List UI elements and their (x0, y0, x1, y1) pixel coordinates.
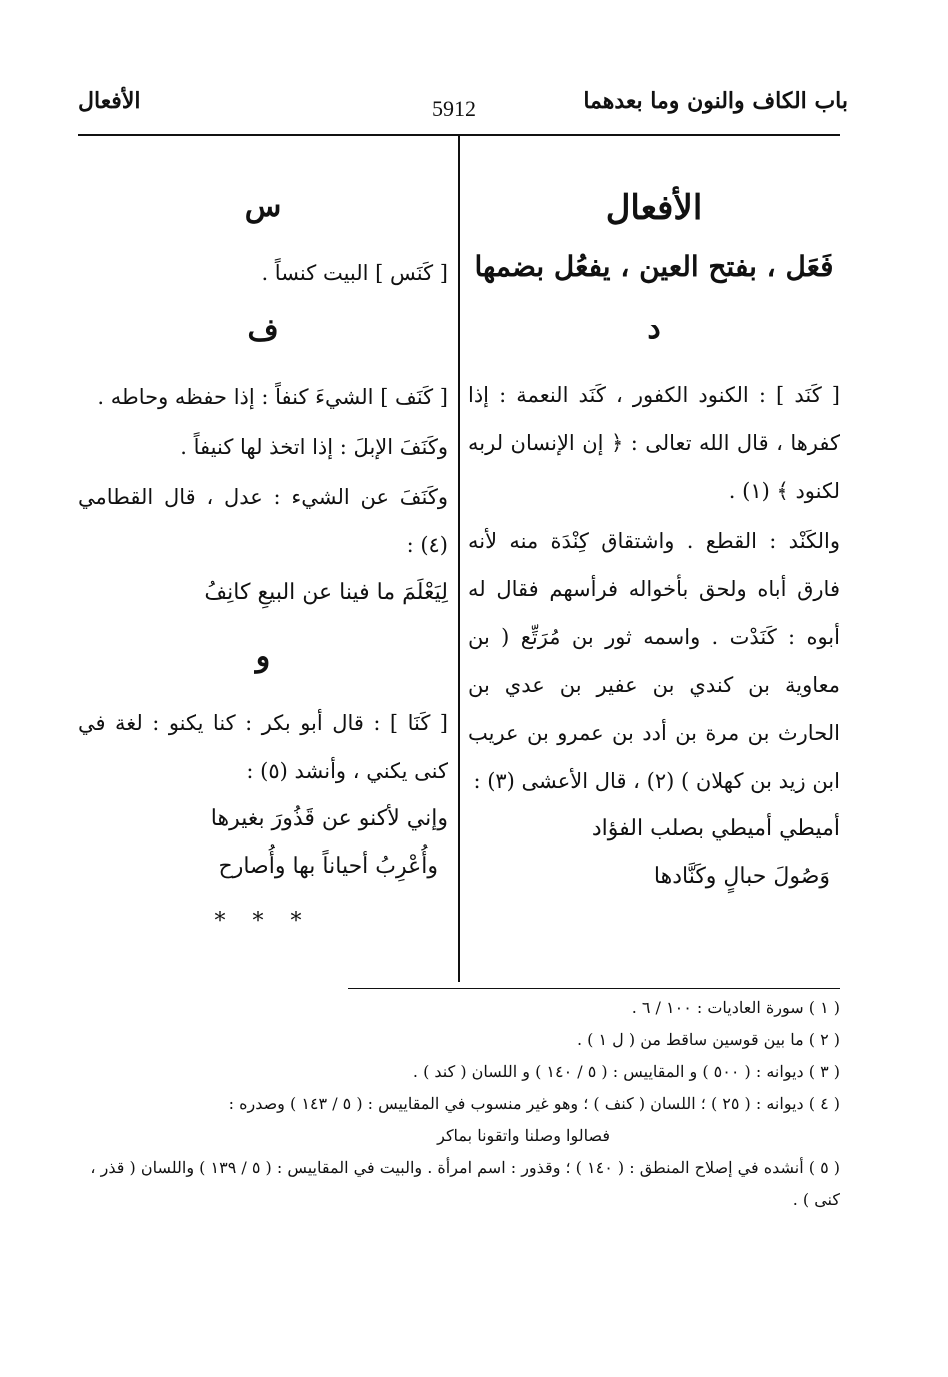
right-column (468, 185, 840, 901)
page-number: 5912 (432, 96, 476, 121)
letter-heading-sin: س (244, 189, 282, 224)
footnote-4: ( ٤ ) ديوانه : ( ٢٥ ) ؛ اللسان ( كنف ) ؛ وهو غير منسوب في المقاييس : ( ٥ / ١٤٣ ) وصدره : (228, 1094, 840, 1113)
entry-kana: [ كَنَا ] : قال أبو بكر : كنا يكنو : لغة في كنى يكني ، وأنشد (٥) : (78, 711, 448, 783)
footnote-1: ( ١ ) سورة العاديات : ١٠٠ / ٦ . (631, 998, 840, 1017)
letter-heading-dal: د (647, 311, 661, 346)
footnote-4-verse: فصالوا وصلنا واتقونا بماكر (437, 1126, 610, 1145)
footnote-rule (348, 988, 840, 989)
footnote-2: ( ٢ ) ما بين قوسين ساقط من ( ل ١ ) . (577, 1030, 840, 1049)
entry-kanaf: [ كَنَف ] الشيءَ كنفاً : إذا حفظه وحاطه . (97, 385, 448, 409)
running-header-chapter: باب الكاف والنون وما بعدهما (583, 88, 848, 114)
entry-kanaf-an: وكَنَفَ عن الشيء : عدل ، قال القطامي (٤) : (78, 485, 448, 557)
entry-kand: والكَنْد : القطع . واشتقاق كِنْدَة منه لأنه فارق أباه ولحق بأخواله فرأسهم فقال له أبوه : كَنَدْت . واسمه ثور بن مُرَتِّع ( بن معاوية بن كندي بن عفير بن عدي بن الحارث بن مرة بن أدد بن عمرو بن عريب ابن زيد بن كهلان ) (٢) ، قال الأعشى (٣) : (468, 529, 840, 793)
verse-line-2: وأُعْرِبُ أحياناً بها وأُصارح (218, 854, 438, 879)
section-end-stars: * * * (214, 909, 312, 934)
footnote-5: ( ٥ ) أنشده في إصلاح المنطق : ( ١٤٠ ) ؛ وقذور : اسم امرأة . والبيت في المقاييس : ( ٥ / ١٣٩ ) واللسان ( قذر ، كنى ) . (90, 1158, 840, 1209)
entry-kanaf-ibil: وكَنَفَ الإبلَ : إذا اتخذ لها كنيفاً . (180, 435, 448, 459)
verse-qutami: لِيَعْلَمَ ما فينا عن البيعِ كانِفُ (204, 580, 448, 605)
running-header-section: الأفعال (78, 88, 141, 114)
left-column (78, 185, 448, 934)
section-title: الأفعال (605, 188, 703, 228)
section-subtitle: فَعَل ، بفتح العين ، يفعُل بضمها (474, 250, 834, 283)
verse-line-1: وإني لأكنو عن قَذُورَ بغيرها (210, 806, 448, 831)
entry-kanad: [ كَنَد ] : الكنود الكفور ، كَنَد النعمة : إذا كفرها ، قال الله تعالى : ﴿ إن الإنسان لربه لكنود ﴾ (١) . (468, 383, 840, 503)
letter-heading-fa: ف (247, 313, 279, 348)
verse-line-1: أميطي أميطي بصلب الفؤاد (591, 816, 840, 841)
footnote-3: ( ٣ ) ديوانه : ( ٥٠٠ ) و المقاييس : ( ٥ / ١٤٠ ) و اللسان ( كند ) . (412, 1062, 840, 1081)
entry-kanas: [ كَنَس ] البيت كنساً . (261, 261, 448, 285)
column-divider (458, 136, 460, 982)
footnotes (78, 992, 840, 1216)
verse-line-2: وَصُولَ حبالٍ وكَنَّادها (653, 864, 830, 889)
letter-heading-waw: و (255, 639, 271, 674)
